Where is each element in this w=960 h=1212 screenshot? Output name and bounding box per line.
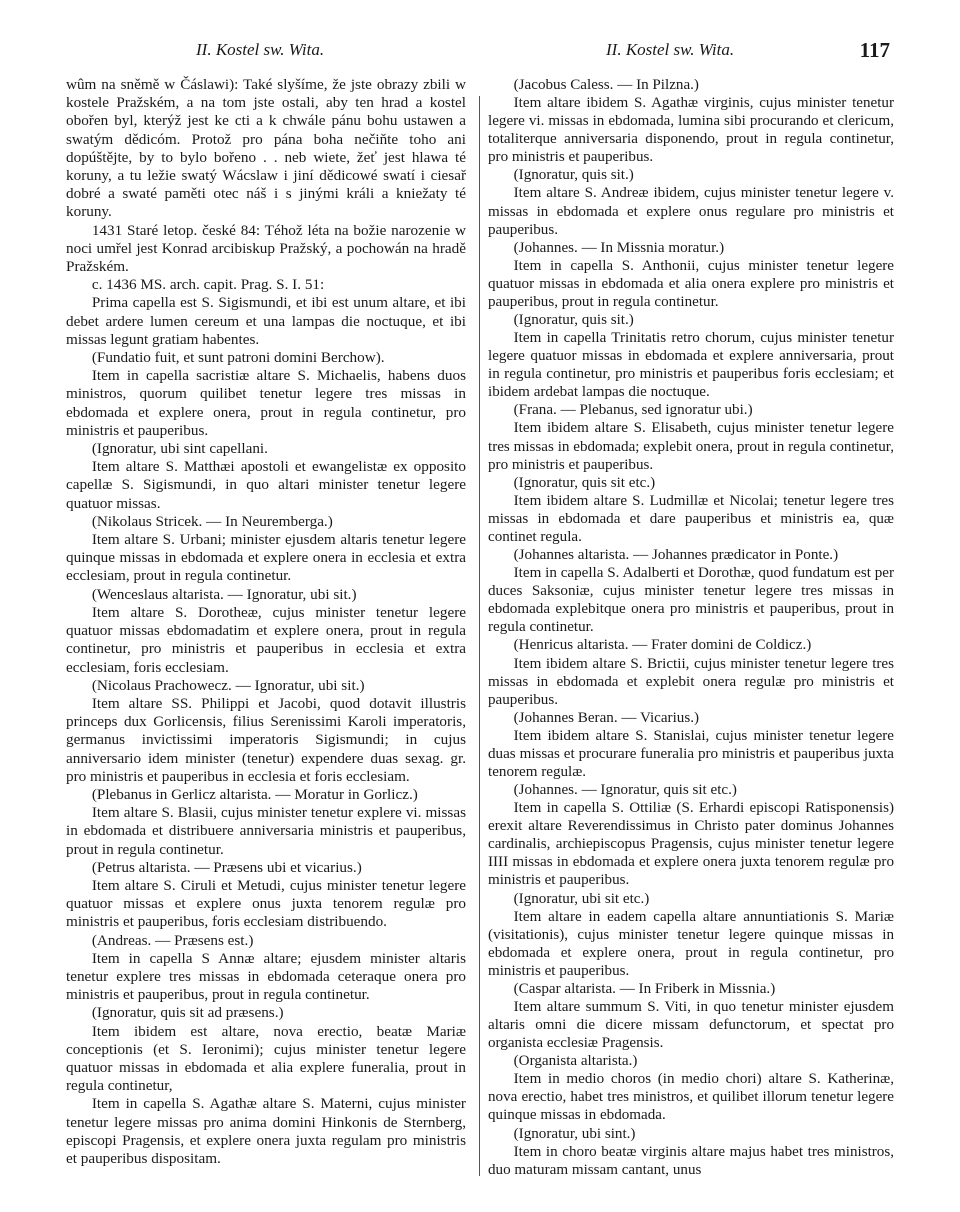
paragraph: Item altare SS. Philippi et Jacobi, quod dotavit illustris princeps dux Gorlicensis, filius Serenissimi Karoli imperatoris, germanus invictissimi imperatoris Sigismundi; in cujus anniversario idem minister (tenetur) expendere duas sexag. gr. pro ministris et pauperibus in ecclesia et foris ecclesiam.: [66, 694, 466, 785]
paragraph: (Frana. — Plebanus, sed ignoratur ubi.): [513, 402, 753, 419]
paragraph: Item altare S. Ciruli et Metudi, cujus minister tenetur legere quatuor missas et explere onus juxta tenorem regulæ pro ministris et pauperibus, foris ecclesiam distribuendo.: [66, 876, 466, 931]
paragraph: (Johannes altarista. — Johannes prædicator in Ponte.): [513, 547, 839, 564]
paragraph: (Johannes. — Ignoratur, quis sit etc.): [513, 782, 737, 799]
paragraph: (Ignoratur, ubi sint.): [513, 1125, 636, 1142]
paragraph: Item altare S. Blasii, cujus minister tenetur explere vi. missas in ebdomada et distribuere anniversaria ministris et pauperibus, prout in regula continetur.: [66, 804, 466, 858]
paragraph: Item altare S. Matthæi apostoli et ewangelistæ ex opposito capellæ S. Sigismundi, in quo altari minister tenetur legere quatuor missas.: [66, 458, 466, 512]
paragraph: Item in capella S. Adalberti et Dorothæ, quod fundatum est per duces Saksoniæ, cujus minister tenetur legere tres missas in ebdomada explebitque onera pro ministris et pauperibus, prout in regula continetur.: [488, 565, 894, 636]
paragraph: wûm na sněmě w Čáslawi): Také slyšíme, že jste obrazy zbili w kostele Pražském, a na tom jste ostali, aby ten hrad a kostel obořen byl, kterýž jest ke cti a k chwále pánu bohu ustawen a swatým dědicóm. Protož pro pána boha nečiňte toho ani dopúštějte, by to bylo bořeno . . neb wiete, žeť jest hlawa té koruny, a tu ležie swatý Wácslaw i jiní dědicowé swatí i ciesař dobré a swaté paměti otec náš i s jinými králi a kniežaty té koruny.: [66, 76, 466, 221]
paragraph: Item in capella S Annæ altare; ejusdem minister altaris tenetur explere tres missas in ebdomada ceteraque onera pro ministris et pauperibus, prout in regula continetur.: [66, 949, 466, 1004]
paragraph: (Ignoratur, ubi sit etc.): [513, 890, 650, 907]
paragraph: 1431 Staré letop. české 84: Téhož léta na božie narozenie w noci umřel jest Konrad arcibiskup Pražský, a pochowán na hradě Pražském.: [66, 221, 466, 276]
paragraph: c. 1436 MS. arch. capit. Prag. S. I. 51:: [91, 276, 325, 294]
paragraph: Item ibidem altare S. Stanislai, cujus minister tenetur legere duas missas et procurare funeralia pro ministris et pauperibus juxta tenorem regulæ.: [488, 727, 894, 780]
running-head-right: II. Kostel sw. Wita.: [606, 40, 735, 59]
paragraph: (Fundatio fuit, et sunt patroni domini Berchow).: [91, 349, 385, 367]
paragraph: (Ignoratur, quis sit etc.): [513, 474, 656, 491]
paragraph: Item ibidem altare S. Ludmillæ et Nicolai; tenetur legere tres missas in ebdomada et dare pauperibus et ministris ea, quæ continet regula.: [488, 492, 894, 545]
paragraph: Item altare ibidem S. Agathæ virginis, cujus minister tenetur legere vi. missas in ebdomada, lumina sibi procurando et clericum, totaliterque anniversaria disponendo, prout in regula continetur, pro ministris et pauperibus.: [488, 95, 894, 166]
paragraph: (Plebanus in Gerlicz altarista. — Moratur in Gorlicz.): [91, 785, 418, 803]
column-divider: [479, 96, 480, 1176]
paragraph: (Jacobus Caless. — In Pilzna.): [513, 77, 699, 93]
paragraph: (Ignoratur, quis sit.): [513, 312, 634, 329]
paragraph: (Andreas. — Præsens est.): [91, 931, 254, 949]
paragraph: (Organista altarista.): [513, 1053, 638, 1070]
running-head-left: II. Kostel sw. Wita.: [196, 40, 325, 59]
paragraph: (Caspar altarista. — In Friberk in Missnia.): [513, 980, 776, 997]
paragraph: Item in capella S. Anthonii, cujus minister tenetur legere quatuor missas in ebdomada et alia onera explere pro ministris et pauperibus, prout in regula continetur.: [488, 257, 894, 310]
paragraph: Item ibidem altare S. Brictii, cujus minister tenetur legere tres missas in ebdomada et explebit onera regulæ pro ministris et pauperibus.: [488, 655, 894, 708]
paragraph: Item in medio choros (in medio chori) altare S. Katherinæ, nova erectio, habet tres ministros, et quilibet illorum tenetur legere quinque missas in ebdomada.: [488, 1071, 894, 1124]
paragraph: Item ibidem altare S. Elisabeth, cujus minister tenetur legere tres missas in ebdomada; explebit onera, prout in regula continetur, pro ministris et pauperibus.: [488, 420, 894, 473]
paragraph: (Ignoratur, quis sit ad præsens.): [91, 1004, 284, 1022]
paragraph: Item in capella sacristiæ altare S. Michaelis, habens duos ministros, quorum quilibet tenetur legere tres missas in ebdomada et explere onera, prout in regula continetur, pro ministris et pauperibus.: [66, 367, 466, 439]
paragraph: (Wenceslaus altarista. — Ignoratur, ubi sit.): [91, 585, 357, 603]
paragraph: Item altare S. Urbani; minister ejusdem altaris tenetur legere quinque missas in ebdomada et explere onera in ecclesia et extra ecclesiam, prout in regula continetur.: [66, 531, 466, 585]
paragraph: (Johannes Beran. — Vicarius.): [513, 709, 699, 726]
paragraph: Prima capella est S. Sigismundi, et ibi est unum altare, et ibi debet ardere lumen cereum et una lampas die noctuque, et ibi missas legunt gratiam habentes.: [66, 294, 466, 348]
paragraph: Item in choro beatæ virginis altare majus habet tres ministros, duo maturam missam cantant, unus: [488, 1143, 894, 1178]
paragraph: (Petrus altarista. — Præsens ubi et vicarius.): [91, 858, 362, 876]
paragraph: Item in capella S. Ottiliæ (S. Erhardi episcopi Ratisponensis) erexit altare Reverendissimus in Christo pater dominus Johannes cardinalis, archiepiscopus Pragensis, cujus minister tenetur legere IIII missas in ebdomada et explere onera juxta tenorem regulæ pro ministris et pauperibus.: [488, 800, 894, 889]
paragraph: (Johannes. — In Missnia moratur.): [513, 239, 725, 256]
paragraph: (Nikolaus Stricek. — In Neuremberga.): [91, 512, 333, 530]
paragraph: Item in capella S. Agathæ altare S. Materni, cujus minister tenetur legere missas pro anima domini Hinkonis de Sternberg, episcopi Pragensis, et explere onera juxta regulam pro ministris et pauperibus dispositam.: [66, 1095, 466, 1167]
paragraph: Item altare S. Dorotheæ, cujus minister tenetur legere quatuor missas ebdomadatim et explere onera, prout in regula continetur, pro ministris et pauperibus in ecclesia et extra ecclesiam, foris ecclesiam.: [66, 603, 466, 676]
right-text-column: [488, 76, 894, 1179]
paragraph: Item ibidem est altare, nova erectio, beatæ Mariæ conceptionis (et S. Ieronimi); cujus minister tenetur legere quatuor missas in ebdomada et alia explere funeralia, prout in regula continetur,: [66, 1022, 466, 1095]
paragraph: (Ignoratur, ubi sint capellani.: [91, 440, 268, 458]
left-text-column: [66, 76, 466, 1168]
paragraph: (Ignoratur, quis sit.): [513, 167, 634, 184]
paragraph: Item altare in eadem capella altare annuntiationis S. Mariæ (visitationis), cujus minister tenetur legere quinque missas in ebdomada et explere onera, prout in regula continetur, pro ministris et pauperibus.: [488, 908, 894, 979]
paragraph: Item in capella Trinitatis retro chorum, cujus minister tenetur legere quatuor missas in ebdomada et explere anniversaria, prout in regula continetur, pro ministris et pauperibus foris ecclesiam; et ibidem ardebat lampas die noctuque.: [488, 330, 894, 401]
paragraph: (Henricus altarista. — Frater domini de Coldicz.): [513, 637, 812, 654]
page-number: 117: [859, 38, 890, 62]
paragraph: Item altare S. Andreæ ibidem, cujus minister tenetur legere v. missas in ebdomada et explere onus regulare pro ministris et pauperibus.: [488, 185, 894, 238]
paragraph: Item altare summum S. Viti, in quo tenetur minister ejusdem altaris omni die dicere missam defunctorum, et spectat pro organista ecclesiæ Pragensis.: [488, 998, 894, 1052]
paragraph: (Nicolaus Prachowecz. — Ignoratur, ubi sit.): [91, 676, 365, 694]
